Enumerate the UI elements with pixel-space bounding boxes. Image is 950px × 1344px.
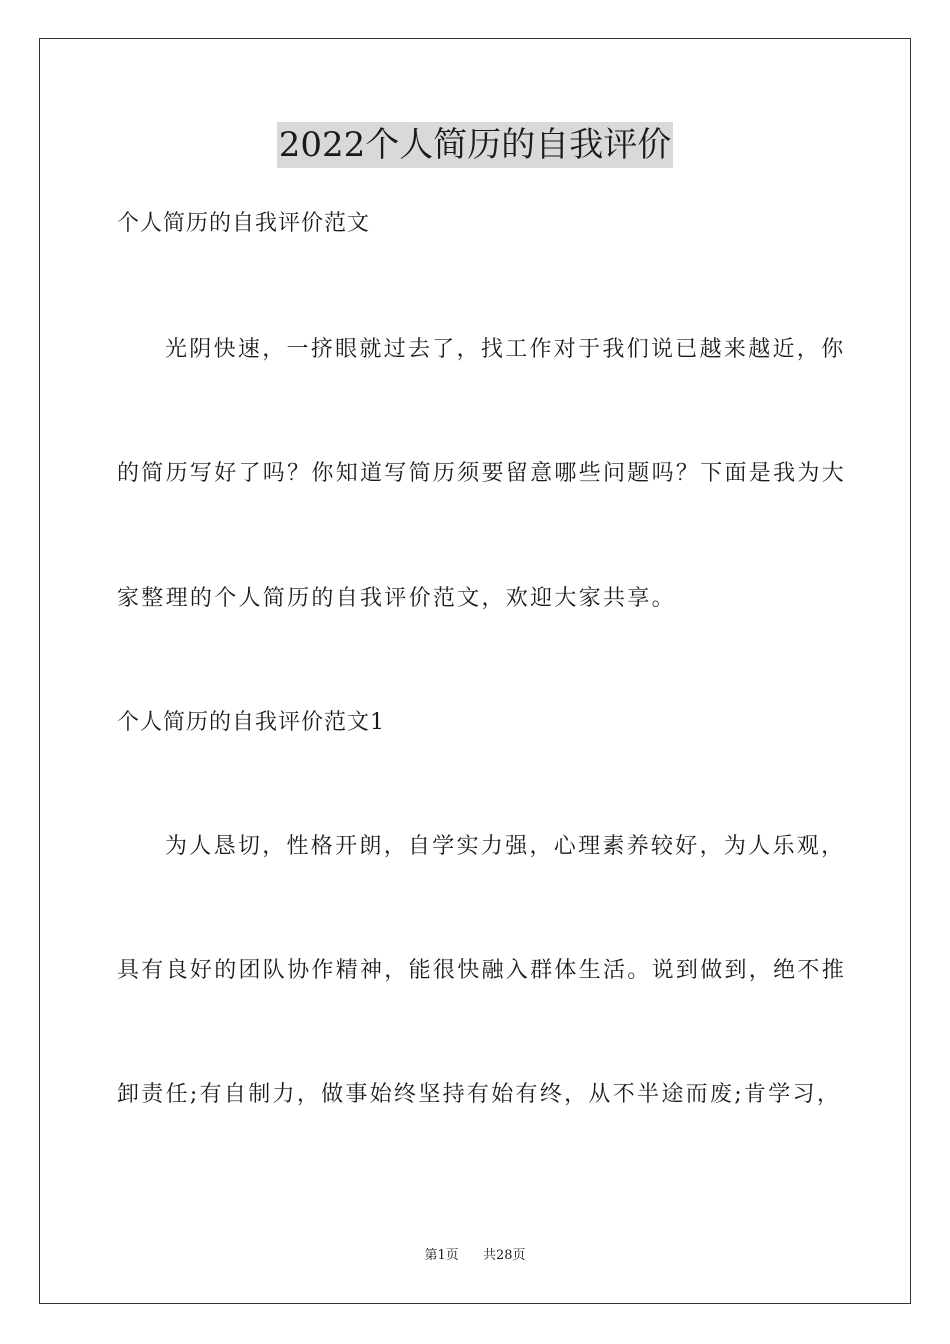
page-total: 共28页 [483, 1248, 526, 1263]
page-footer [0, 1247, 950, 1265]
paragraph-line: 光阴快速，一挤眼就过去了，找工作对于我们说已越来越近，你 [165, 337, 846, 362]
paragraph-line: 具有良好的团队协作精神，能很快融入群体生活。说到做到，绝不推 [117, 958, 847, 983]
page-number: 第1页 [424, 1248, 459, 1263]
document-title: 2022个人简历的自我评价 [277, 122, 674, 168]
section-heading: 个人简历的自我评价范文1 [117, 710, 385, 735]
section-heading: 个人简历的自我评价范文 [117, 211, 371, 236]
paragraph-line: 为人恳切，性格开朗，自学实力强，心理素养较好，为人乐观， [165, 834, 846, 859]
title-container [0, 122, 950, 168]
paragraph-line: 卸责任;有自制力，做事始终坚持有始有终，从不半途而废;肯学习， [117, 1082, 842, 1107]
paragraph-line: 家整理的个人简历的自我评价范文，欢迎大家共享。 [117, 586, 676, 611]
paragraph-line: 的简历写好了吗？你知道写简历须要留意哪些问题吗？下面是我为大 [117, 461, 847, 486]
